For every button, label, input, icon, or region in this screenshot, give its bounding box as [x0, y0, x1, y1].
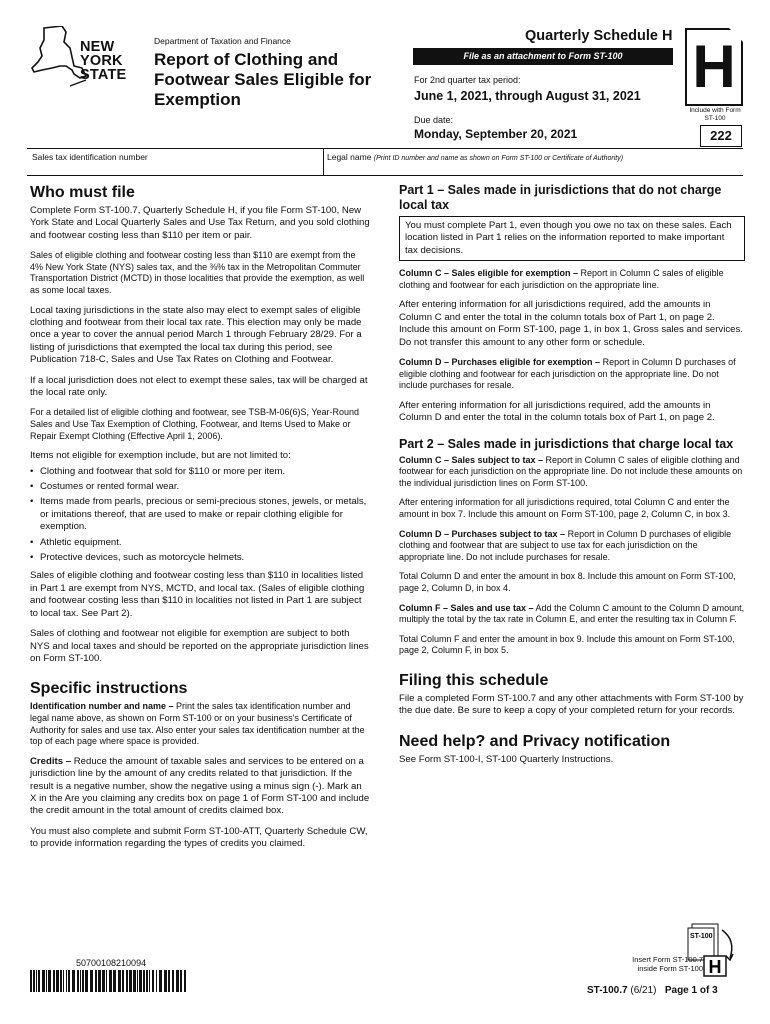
list-item: • Athletic equipment.: [30, 537, 370, 549]
barcode-bar: [42, 970, 45, 992]
barcode-bar: [80, 970, 81, 992]
part1-column-c-text: Report in Column C sales of eligible clothing and footwear for each jurisdiction on the appropriate line.: [399, 268, 724, 290]
list-item: • Items made from pearls, precious or semi-precious stones, jewels, or metals, or imitations thereof, that are used to make or repair clothing eligible for exemption.: [30, 496, 370, 533]
identification-instructions: [30, 701, 370, 747]
help-heading: Need help? and Privacy notification: [399, 732, 671, 750]
sales-tax-id-label: Sales tax identification number: [32, 152, 148, 162]
barcode-bar: [36, 970, 37, 992]
logo-line-2: YORK: [80, 53, 123, 69]
right-column: [399, 183, 745, 774]
form-title: Report of Clothing and Footwear Sales Eligible for Exemption: [154, 50, 372, 109]
not-eligible-list: [30, 466, 370, 565]
schedule-letter-box: [685, 28, 743, 106]
barcode-number: 50700108210094: [76, 958, 147, 968]
part2-column-d: [399, 529, 745, 564]
barcode-bar: [129, 970, 132, 992]
barcode-bar: [38, 970, 40, 992]
barcode-bar: [68, 970, 70, 992]
part2-column-c-after: After entering information for all jurisdictions required, total Column C and enter the amount in box 7. Include this amount on Form ST-100, page 2, Column C, in box 3.: [399, 497, 731, 519]
part1-column-d-text: Report in Column D purchases of eligible clothing and footwear for each jurisdiction on the appropriate line. Do not include purchases for resale.: [399, 357, 736, 391]
who-paragraph-5: For a detailed list of eligible clothing and footwear, see TSB-M-06(6)S, Year-Round Sales and Use Tax Exemption of Clothing, Footwear, and Items Used to Make or Repair Exempt Clothing (Effective April 1, 2006).: [30, 407, 360, 441]
field-divider: [323, 149, 324, 175]
part1-heading: Part 1 – Sales made in jurisdictions that do not charge local tax: [399, 183, 722, 212]
part2-column-d-text: Report in Column D purchases of eligible clothing and footwear that are subject to use tax for each jurisdiction on the appropriate line. Do not include purchases for resale.: [399, 528, 732, 562]
barcode-bar: [184, 970, 186, 992]
who-paragraph-6: Sales of eligible clothing and footwear costing less than $110 in localities listed in Part 1 are exempt from NYS, MCTD, and local tax. (Sales of eligible clothing and footwear costing less than $110 in localities not listed in Part 1 are subject to local tax. See Part 2).: [30, 570, 365, 619]
barcode-bar: [85, 970, 88, 992]
schedule-letter: H: [692, 33, 736, 100]
part2-column-f: [399, 603, 745, 626]
due-date-label: Due date:: [414, 115, 454, 125]
who-paragraph-1: Complete Form ST-100.7, Quarterly Schedule H, if you file Form ST-100, New York State and Local Quarterly Sales and Use Tax Return, and you sold clothing and footwear costing less than $110 per item or pair.: [30, 205, 370, 241]
barcode-bar: [164, 970, 167, 992]
part2-column-f-after: Total Column F and enter the amount in box 9. Include this amount on Form ST-100, page 2, Column F, in box 5.: [399, 633, 735, 656]
part2-column-c-bold: Column C – Sales subject to tax –: [399, 454, 544, 465]
help-text: See Form ST-100-I, ST-100 Quarterly Instructions.: [399, 753, 614, 765]
barcode-bar: [60, 970, 62, 992]
part2-column-c-text: Report in Column C sales of eligible clothing and footwear for each jurisdiction on the appropriate line. Do not include these amounts on the individual jurisdiction lines on Form ST-100.: [399, 454, 743, 488]
barcode-bar: [90, 970, 93, 992]
identification-bold: Identification number and name –: [30, 701, 174, 712]
logo-line-1: NEW: [80, 39, 115, 55]
not-eligible-intro: Items not eligible for exemption include, but are not limited to:: [30, 450, 291, 462]
specific-instructions-heading: Specific instructions: [30, 680, 188, 698]
barcode-bar: [152, 970, 154, 992]
barcode-bar: [149, 970, 150, 992]
part1-column-d: [399, 357, 745, 392]
barcode-bar: [146, 970, 148, 992]
barcode-bar: [66, 970, 67, 992]
folded-corner-icon: [729, 28, 743, 42]
insert-instruction: Insert Form ST-100.7 inside Form ST-100: [632, 955, 703, 973]
period-label: For 2nd quarter tax period:: [414, 75, 521, 85]
who-paragraph-4: If a local jurisdiction does not elect to exempt these sales, tax will be charged at the local rate only.: [30, 374, 368, 399]
form-revision: (6/21): [630, 985, 657, 996]
list-item: • Clothing and footwear that sold for $110 or more per item.: [30, 466, 370, 478]
logo-line-3: STATE: [80, 67, 127, 83]
part2-column-f-text: Add the Column C amount to the Column D amount, multiply the total by the tax rate in Column E, and enter the resulting tax in Column F.: [399, 602, 745, 625]
who-paragraph-2: Sales of eligible clothing and footwear costing less than $110 are exempt from the 4% New York State (NYS) sales tax, and the ⅜% tax in the Metropolitan Commuter Transportation District (MCTD) in those localities that provide the exemption, as well as some local taxes.: [30, 250, 365, 295]
due-date: Monday, September 20, 2021: [414, 127, 578, 141]
part1-column-d-bold: Column D – Purchases eligible for exemption –: [399, 357, 601, 368]
part1-column-c: [399, 268, 745, 291]
barcode-bar: [56, 970, 59, 992]
barcode-bar: [180, 970, 182, 992]
barcode-bar: [143, 970, 145, 992]
barcode-bar: [156, 970, 157, 992]
barcode-bar: [72, 970, 75, 992]
credits-text: Reduce the amount of taxable sales and services to be entered on a jurisdiction line by the amount of any credits related to that jurisdiction. If the result is a negative number, show the negative using a minus sign (-). Mark an X in the Are you claiming any credits box on page 1 of Form ST-100 and include the credit amount in the total amount of credits claimed box.: [30, 755, 370, 817]
part2-column-f-bold: Column F – Sales and use tax –: [399, 602, 534, 613]
barcode-bar: [33, 970, 35, 992]
part1-column-c-after: After entering information for all jurisdictions required, add the amounts in Column C and enter the total in the column totals box of Part 1, on page 2. Include this amount on Form ST-100, page 1, in box 1, Gross sales and services. Do not transfer this amount to any other form or schedule.: [399, 299, 743, 348]
legal-name-note: (Print ID number and name as shown on Form ST-100 or Certificate of Authority): [373, 155, 624, 162]
identification-row: [27, 148, 743, 176]
who-must-file-heading: Who must file: [30, 184, 135, 201]
insert-icon-label: ST-100: [690, 933, 713, 940]
barcode-bar: [30, 970, 32, 992]
filing-heading: Filing this schedule: [399, 671, 549, 689]
barcode-bar: [118, 970, 121, 992]
part2-heading: Part 2 – Sales made in jurisdictions that charge local tax: [399, 436, 734, 451]
barcode-bar: [46, 970, 47, 992]
tax-period: June 1, 2021, through August 31, 2021: [414, 89, 641, 103]
legal-name-label: Legal name: [327, 152, 372, 162]
barcode-icon: [30, 970, 190, 992]
part2-column-c: [399, 455, 745, 490]
barcode-bar: [95, 970, 97, 992]
part1-column-d-after: After entering information for all jurisdictions required, add the amounts in Column D and enter the total in the column totals box of Part 1, on page 2.: [399, 399, 715, 424]
barcode-bar: [77, 970, 79, 992]
barcode-bar: [133, 970, 136, 992]
barcode-bar: [168, 970, 170, 992]
identification-text: Print the sales tax identification number and legal name above, as shown on Form ST-100 or on your business's Certificate of Authority for sales and use tax. Also enter your sales tax identification number at the top of each page where space is provided.: [30, 701, 365, 747]
barcode-bar: [82, 970, 84, 992]
barcode-bar: [126, 970, 128, 992]
part2-column-d-after: Total Column D and enter the amount in box 8. Include this amount on Form ST-100, page 2, Column D, in box 4.: [399, 571, 736, 593]
legal-name-field[interactable]: [327, 152, 623, 162]
barcode-bar: [53, 970, 55, 992]
attachment-banner: File as an attachment to Form ST-100: [413, 48, 673, 65]
sales-tax-id-field[interactable]: [32, 152, 148, 162]
barcode-bar: [48, 970, 51, 992]
form-identifier: [587, 985, 718, 996]
form-id: ST-100.7: [587, 985, 628, 996]
barcode-bar: [113, 970, 116, 992]
att-instructions: You must also complete and submit Form ST-100-ATT, Quarterly Schedule CW, to provide information regarding the types of credits you claimed.: [30, 825, 368, 850]
department-name: Department of Taxation and Finance: [154, 36, 291, 46]
part2-column-d-bold: Column D – Purchases subject to tax –: [399, 528, 566, 539]
page-number: Page 1 of 3: [664, 985, 718, 996]
barcode-bar: [102, 970, 105, 992]
who-paragraph-7: Sales of clothing and footwear not eligible for exemption are subject to both NYS and local taxes and should be reported on the appropriate jurisdiction lines on Form ST-100.: [30, 628, 369, 664]
who-paragraph-3: Local taxing jurisdictions in the state also may elect to exempt sales of eligible clothing and footwear from their local tax rate. This election may only be made once a year to cover the annual period March 1 through February 28/29. For a listing of jurisdictions that exempted the local tax during this period, see Publication 718-C, Sales and Use Tax Rates on Clothing and Footwear.: [30, 304, 362, 366]
barcode-bar: [176, 970, 179, 992]
barcode-bar: [172, 970, 174, 992]
list-item: • Protective devices, such as motorcycle helmets.: [30, 552, 370, 564]
left-column: [30, 183, 370, 859]
credits-bold: Credits –: [30, 755, 72, 767]
barcode-bar: [98, 970, 101, 992]
insert-icon-letter: H: [708, 957, 722, 977]
schedule-title: Quarterly Schedule H: [525, 28, 673, 44]
filing-text: File a completed Form ST-100.7 and any other attachments with Form ST-100 by the due date. Be sure to keep a copy of your completed return for your records.: [399, 692, 744, 717]
barcode-bar: [106, 970, 107, 992]
include-with-note: Include with Form ST-100: [689, 107, 741, 122]
form-code-box: 222: [700, 125, 742, 147]
barcode-bar: [139, 970, 142, 992]
barcode-bar: [137, 970, 138, 992]
barcode-bar: [122, 970, 124, 992]
barcode-bar: [109, 970, 112, 992]
nys-logo: [30, 26, 130, 96]
part1-notice-box: You must complete Part 1, even though you owe no tax on these sales. Each location listed in Part 1 relies on the information reported to make important tax decisions.: [399, 216, 745, 261]
barcode-bar: [63, 970, 64, 992]
barcode-bar: [159, 970, 162, 992]
credits-instructions: [30, 756, 370, 818]
list-item: • Costumes or rented formal wear.: [30, 481, 370, 493]
part1-column-c-bold: Column C – Sales eligible for exemption –: [399, 268, 579, 279]
